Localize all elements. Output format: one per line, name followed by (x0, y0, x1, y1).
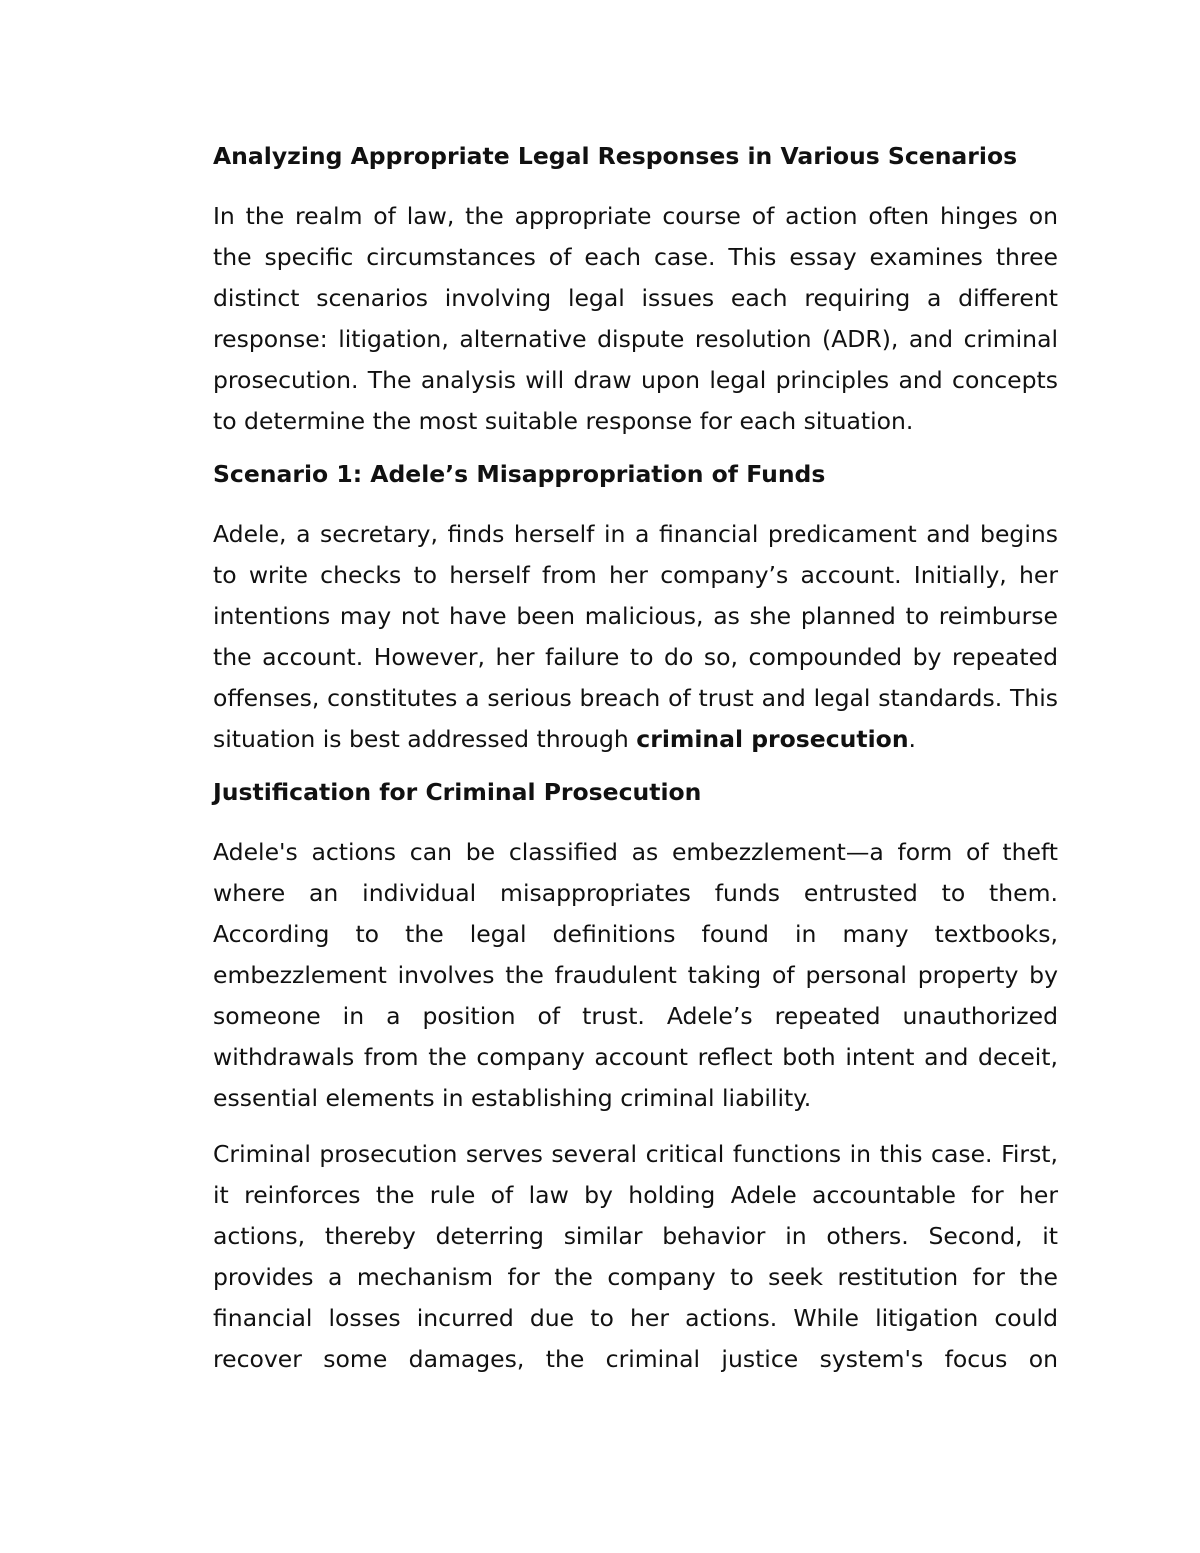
scenario-1-text-end: . (908, 725, 917, 753)
document-title: Analyzing Appropriate Legal Responses in Various Scenarios (213, 142, 1018, 170)
document-body (213, 140, 1058, 1380)
justification-paragraph-1: Adele's actions can be classified as embezzlement—a form of theft where an individual misappropriates funds entrusted to them. According to the legal definitions found in many textbooks, embezzlement involves the fraudulent taking of personal property by someone in a position of trust. Adele’s repeated unauthorized withdrawals from the company account reflect both intent and deceit, essential elements in establishing criminal liability. (213, 838, 1058, 1112)
intro-paragraph: In the realm of law, the appropriate course of action often hinges on the specific circumstances of each case. This essay examines three distinct scenarios involving legal issues each requiring a different response: litigation, alternative dispute resolution (ADR), and criminal prosecution. The analysis will draw upon legal principles and concepts to determine the most suitable response for each situation. (213, 202, 1058, 435)
scenario-1-text: Adele, a secretary, finds herself in a financial predicament and begins to write checks to herself from her company’s account. Initially, her intentions may not have been malicious, as she planned to reimburse the account. However, her failure to do so, compounded by repeated offenses, constitutes a serious breach of trust and legal standards. This situation is best addressed through (213, 520, 1058, 753)
scenario-1-emphasis: criminal prosecution (636, 725, 909, 753)
justification-paragraph-2: Criminal prosecution serves several critical functions in this case. First, it reinforces the rule of law by holding Adele accountable for her actions, thereby deterring similar behavior in others. Second, it provides a mechanism for the company to seek restitution for the financial losses incurred due to her actions. While litigation could recover some damages, the criminal justice system's focus on (213, 1140, 1058, 1373)
scenario-1-paragraph (213, 514, 1058, 760)
justification-heading: Justification for Criminal Prosecution (213, 778, 702, 806)
scenario-1-heading: Scenario 1: Adele’s Misappropriation of Funds (213, 460, 826, 488)
